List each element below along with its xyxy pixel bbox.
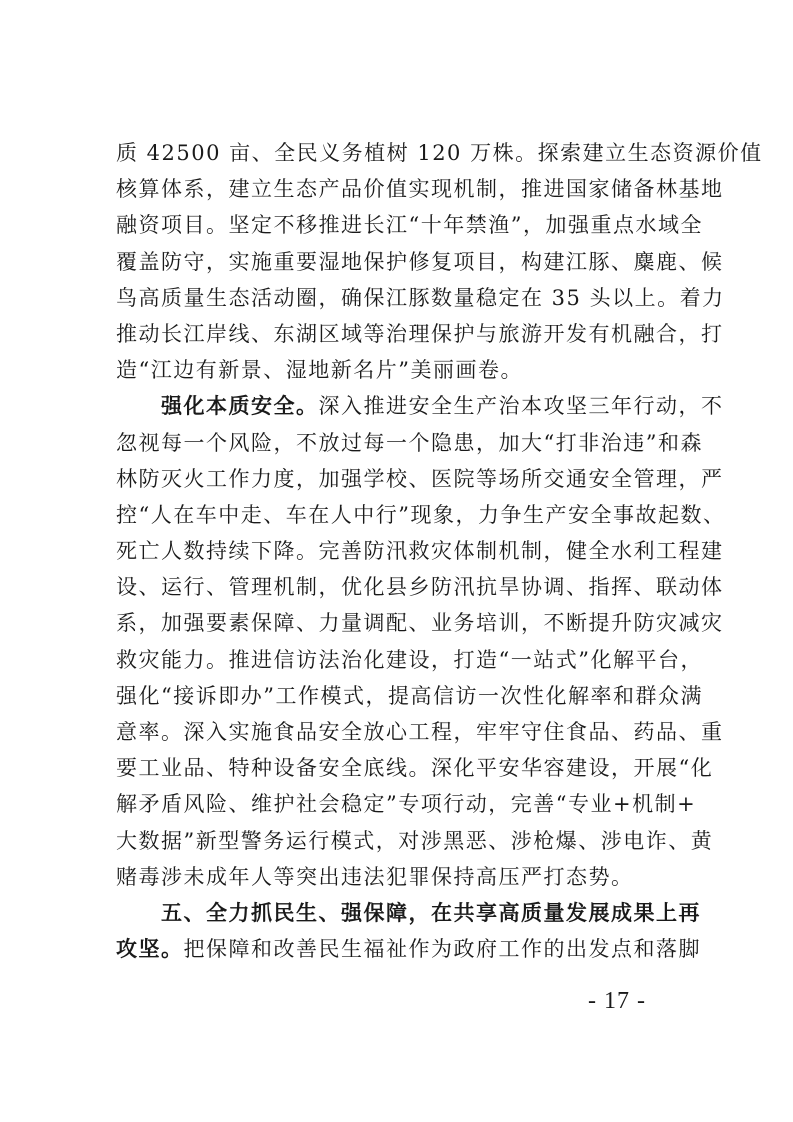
- line-text: 造“江边有新景、湿地新名片”美丽画卷。: [116, 358, 523, 383]
- text-line: [116, 497, 726, 533]
- text-line: [116, 135, 763, 171]
- text-line: [116, 280, 725, 316]
- text-line: [116, 678, 703, 714]
- line-text: 深入推进安全生产治本攻坚三年行动，不: [318, 394, 724, 419]
- line-text: 忽视每一个风险，不放过每一个隐患，加大“打非治违”和森: [116, 430, 703, 455]
- bold-heading: 攻坚。: [116, 936, 184, 962]
- line-text: 推动长江岸线、东湖区域等治理保护与旅游开发有机融合，打: [116, 321, 724, 346]
- line-text: 鸟高质量生态活动圈，确保江豚数量稳定在 35 头以上。着力: [116, 285, 725, 310]
- line-text: 解矛盾风险、维护社会稳定”专项行动，完善“专业+机制+: [116, 792, 697, 817]
- text-line: [116, 207, 703, 243]
- page-number: - 17 -: [588, 988, 646, 1014]
- text-line: [116, 569, 724, 605]
- text-line: [116, 859, 682, 895]
- text-line: [116, 605, 724, 641]
- line-text: 设、运行、管理机制，优化县乡防汛抗旱协调、指挥、联动体: [116, 575, 724, 600]
- line-text: 覆盖防守，实施重要湿地保护修复项目，构建江豚、麋鹿、候: [116, 249, 724, 274]
- text-line: [116, 352, 682, 388]
- text-line: [116, 714, 724, 750]
- line-text: 大数据”新型警务运行模式，对涉黑恶、涉枪爆、涉电诈、黄: [116, 828, 714, 853]
- text-line: [116, 750, 714, 786]
- line-text: 核算体系，建立生态产品价值实现机制，推进国家储备林基地: [116, 177, 724, 202]
- line-text: 赌毒涉未成年人等突出违法犯罪保持高压严打态势。: [116, 864, 634, 889]
- line-text: 控“人在车中走、车在人中行”现象，力争生产安全事故起数、: [116, 502, 726, 527]
- body-text: [116, 135, 763, 967]
- line-text: 林防灭火工作力度，加强学校、医院等场所交通安全管理，严: [116, 466, 724, 491]
- bold-heading: 五、全力抓民生、强保障，在共享高质量发展成果上再: [161, 899, 701, 925]
- text-line: [116, 244, 724, 280]
- text-line: [116, 425, 703, 461]
- text-line: [116, 171, 724, 207]
- line-text: 强化“接诉即办”工作模式，提高信访一次性化解率和群众满: [116, 683, 703, 708]
- text-line: [116, 895, 701, 931]
- text-line: [116, 823, 714, 859]
- bold-heading: 强化本质安全。: [161, 393, 319, 419]
- line-text: 要工业品、特种设备安全底线。深化平安华容建设，开展“化: [116, 756, 714, 781]
- text-line: [116, 642, 703, 678]
- text-line: [116, 316, 724, 352]
- text-line: [116, 533, 724, 569]
- line-text: 质 42500 亩、全民义务植树 120 万株。探索建立生态资源价值: [116, 141, 763, 165]
- text-line: [116, 461, 724, 497]
- text-line: [116, 388, 724, 424]
- text-line: [116, 786, 697, 822]
- line-text: 把保障和改善民生福祉作为政府工作的出发点和落脚: [183, 937, 701, 962]
- line-text: 系，加强要素保障、力量调配、业务培训，不断提升防灾减灾: [116, 611, 724, 636]
- line-text: 意率。深入实施食品安全放心工程，牢牢守住食品、药品、重: [116, 720, 724, 744]
- line-text: 死亡人数持续下降。完善防汛救灾体制机制，健全水利工程建: [116, 539, 724, 564]
- line-text: 融资项目。坚定不移推进长江“十年禁渔”，加强重点水域全: [116, 213, 703, 238]
- line-text: 救灾能力。推进信访法治化建设，打造“一站式”化解平台，: [116, 647, 703, 672]
- text-line: [116, 931, 701, 967]
